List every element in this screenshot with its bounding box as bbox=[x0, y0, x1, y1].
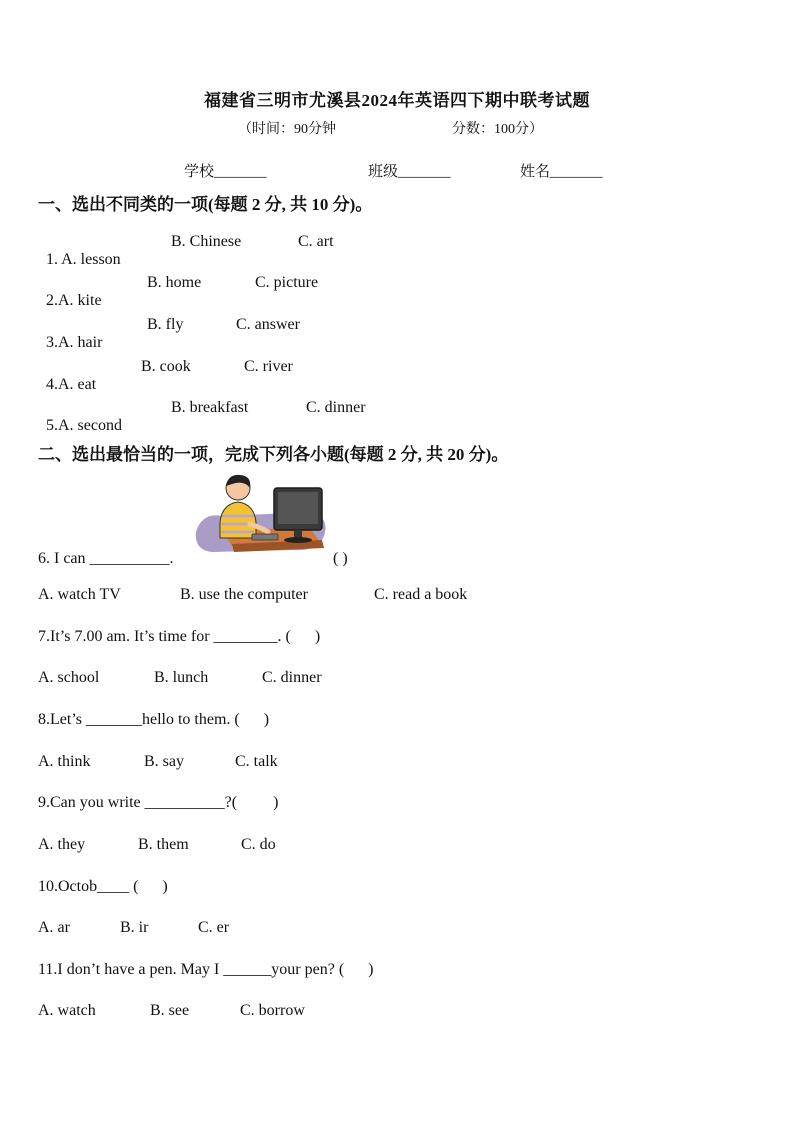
option-c: C. answer bbox=[236, 316, 300, 333]
option-b: B. ir bbox=[120, 919, 149, 936]
option-c: C. art bbox=[298, 233, 334, 250]
exam-score: 分数：100分） bbox=[452, 122, 543, 137]
option-a: A. kite bbox=[58, 292, 102, 309]
boy-using-computer-illustration bbox=[192, 472, 332, 554]
option-b: B. home bbox=[147, 274, 202, 291]
option-c: C. do bbox=[241, 836, 276, 853]
option-a: A. think bbox=[38, 753, 91, 770]
option-c: C. talk bbox=[235, 753, 278, 770]
question-1 bbox=[38, 233, 121, 269]
option-c: C. dinner bbox=[306, 399, 366, 416]
option-a: A. lesson bbox=[61, 251, 121, 268]
answer-parenthesis: ( ) bbox=[333, 550, 348, 567]
option-c: C. picture bbox=[255, 274, 319, 291]
section-1-title: 一、选出不同类的一项(每题 2 分, 共 10 分)。 bbox=[38, 195, 373, 214]
question-3 bbox=[38, 316, 102, 352]
question-6: 6. I can __________. bbox=[38, 550, 174, 567]
option-c: C. dinner bbox=[262, 669, 322, 686]
question-5 bbox=[38, 399, 122, 435]
option-a: A. ar bbox=[38, 919, 70, 936]
option-b: B. fly bbox=[147, 316, 184, 333]
section-2-title: 二、选出最恰当的一项，完成下列各小题(每题 2 分, 共 20 分)。 bbox=[38, 445, 509, 464]
option-c: C. er bbox=[198, 919, 230, 936]
question-number: 3. bbox=[46, 334, 58, 351]
question-4 bbox=[38, 358, 96, 394]
option-c: C. river bbox=[244, 358, 293, 375]
question-7: 7.It’s 7.00 am. It’s time for ________. ( ) bbox=[38, 628, 321, 645]
question-9: 9.Can you write __________?( ) bbox=[38, 794, 279, 811]
question-number: 1. bbox=[46, 251, 62, 268]
option-a: A. watch TV bbox=[38, 586, 121, 603]
option-b: B. them bbox=[138, 836, 189, 853]
class-field: 班级_______ bbox=[368, 164, 451, 180]
option-b: B. lunch bbox=[154, 669, 209, 686]
question-number: 2. bbox=[46, 292, 58, 309]
option-a: A. second bbox=[58, 417, 122, 434]
question-number: 5. bbox=[46, 417, 58, 434]
question-number: 4. bbox=[46, 376, 58, 393]
question-11: 11.I don’t have a pen. May I ______your pen? ( ) bbox=[38, 961, 374, 978]
option-b: B. see bbox=[150, 1002, 190, 1019]
name-field: 姓名_______ bbox=[520, 164, 603, 180]
option-b: B. say bbox=[144, 753, 184, 770]
school-field: 学校_______ bbox=[184, 164, 267, 180]
option-c: C. borrow bbox=[240, 1002, 305, 1019]
page-title: 福建省三明市尤溪县2024年英语四下期中联考试题 bbox=[204, 91, 590, 110]
option-c: C. read a book bbox=[374, 586, 468, 603]
option-b: B. use the computer bbox=[180, 586, 308, 603]
exam-time: （时间：90分钟 bbox=[238, 122, 336, 137]
option-b: B. Chinese bbox=[171, 233, 242, 250]
option-b: B. breakfast bbox=[171, 399, 249, 416]
option-a: A. they bbox=[38, 836, 86, 853]
option-a: A. eat bbox=[58, 376, 97, 393]
option-a: A. school bbox=[38, 669, 100, 686]
option-a: A. hair bbox=[58, 334, 103, 351]
option-b: B. cook bbox=[141, 358, 191, 375]
question-2 bbox=[38, 274, 102, 310]
question-10: 10.Octob____ ( ) bbox=[38, 878, 168, 895]
option-a: A. watch bbox=[38, 1002, 96, 1019]
question-8: 8.Let’s _______hello to them. ( ) bbox=[38, 711, 270, 728]
